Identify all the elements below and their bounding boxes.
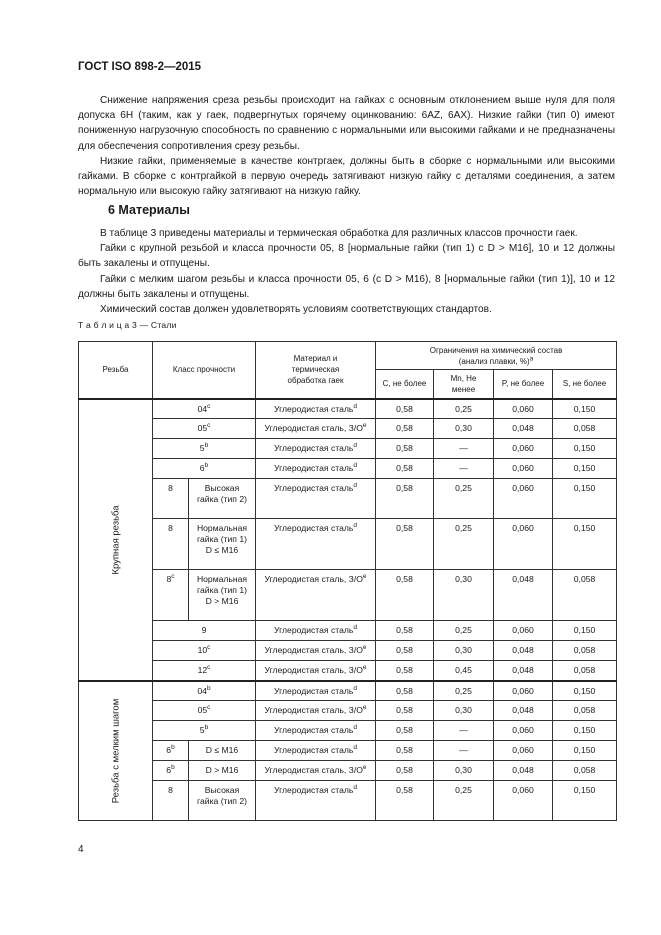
material-value: Углеродистая сталь, З/О [264,645,363,655]
footnote-marker: d [353,462,358,470]
paragraph: Снижение напряжения среза резьбы происходит на гайках с основным отклонением выше нуля для поля допуска 6H (таким, как у гаек, подвергнутых горячему оцинкованию: 6AZ, 6AX). Низкие гайки (тип 0) имеют пониженную нагрузочную способность по сравнению с нормальными или высокими гайками и не предназначены для обеспечения сопротивления срезу резьбы. [78,95,615,152]
s-value: 0,058 [553,419,617,439]
header-thread: Резьба [79,342,153,399]
paragraph: Гайки с крупной резьбой и класса прочности 05, 8 [нормальные гайки (тип 1) с D > M16], 10 и 12 должны быть закалены и отпущены. [78,243,615,270]
c-value: 0,58 [376,479,434,519]
material-cell [256,741,376,761]
footnote-marker: c [207,664,211,672]
footnote-marker: d [353,522,358,530]
paragraph: Гайки с мелким шагом резьбы и класса прочности 05, 6 (с D > M16), 8 [нормальные гайки (тип 1)], 10 и 12 должны быть закалены и отпущены. [78,273,615,300]
c-value: 0,58 [376,721,434,741]
header-class: Класс прочности [153,342,256,399]
c-value: 0,58 [376,661,434,681]
s-value: 0,058 [553,661,617,681]
material-value: Углеродистая сталь [274,483,354,493]
class-value: 05 [197,423,208,433]
material-value: Углеродистая сталь, З/О [264,423,363,433]
material-value: Углеродистая сталь [274,443,354,453]
header-material: Материал и термическая обработка гаек [256,342,376,399]
strength-class [153,701,256,721]
mn-value: 0,25 [434,621,494,641]
class-value: 5 [199,443,205,453]
c-value: 0,58 [376,621,434,641]
s-value: 0,058 [553,641,617,661]
nut-type: Нормальная гайка (тип 1) D ≤ M16 [189,519,256,570]
fine-thread-group [79,681,617,821]
mn-value: 0,25 [434,681,494,701]
material-cell [256,519,376,570]
footnote-marker: d [353,744,358,752]
table-row [79,661,617,681]
table-row [79,681,617,701]
p-value: 0,048 [494,419,553,439]
c-value: 0,58 [376,519,434,570]
paragraph: В таблице 3 приведены материалы и термическая обработка для различных классов прочности гаек. [100,228,578,239]
strength-class [153,570,189,621]
material-value: Углеродистая сталь [274,725,354,735]
nut-type: Высокая гайка (тип 2) [189,781,256,821]
material-value: Углеродистая сталь [274,403,354,414]
strength-class [153,781,189,821]
footnote-marker: b [204,724,209,732]
c-value: 0,58 [376,570,434,621]
table-row [79,479,617,519]
p-value: 0,060 [494,721,553,741]
section-title: 6 Материалы [108,203,190,217]
material-cell [256,701,376,721]
footnote-marker: e [362,422,367,430]
table-row [79,761,617,781]
material-cell [256,721,376,741]
p-value: 0,048 [494,661,553,681]
footnote-marker: c [207,704,211,712]
strength-class [153,419,256,439]
strength-class [153,399,256,419]
footnote-marker: e [362,573,367,581]
p-value: 0,060 [494,681,553,701]
s-value: 0,150 [553,621,617,641]
group-label-text: Резьба с мелким шагом [110,698,121,803]
table-row [79,701,617,721]
s-value: 0,150 [553,519,617,570]
s-value: 0,150 [553,741,617,761]
table-row [79,459,617,479]
s-value: 0,150 [553,459,617,479]
header-limits [376,342,617,370]
class-value: 6 [166,745,172,755]
mn-value: 0,30 [434,641,494,661]
strength-class [153,641,256,661]
nut-type: Нормальная гайка (тип 1) D > M16 [189,570,256,621]
thread-group-label [79,681,153,821]
header-mn: Mn, Не менее [434,370,494,399]
intro-text [78,93,615,199]
material-cell [256,459,376,479]
footnote-marker: b [204,462,209,470]
class-value: 10 [197,645,208,655]
footnote-marker: d [353,684,358,692]
material-value: Углеродистая сталь [274,785,354,795]
strength-class [153,479,189,519]
table-row [79,519,617,570]
strength-class [153,661,256,681]
table-row [79,741,617,761]
c-value: 0,58 [376,761,434,781]
p-value: 0,048 [494,701,553,721]
paragraph: Химический состав должен удовлетворять условиям соответствующих стандартов. [100,304,492,316]
mn-value: — [434,741,494,761]
nut-type: D > M16 [189,761,256,781]
s-value: 0,150 [553,681,617,701]
class-value: 12 [197,665,208,675]
footnote-marker: b [206,684,211,692]
material-cell [256,681,376,701]
c-value: 0,58 [376,399,434,419]
strength-class [153,721,256,741]
c-value: 0,58 [376,741,434,761]
class-value: 5 [199,725,205,735]
material-value: Углеродистая сталь [274,685,354,696]
p-value: 0,060 [494,741,553,761]
nut-type: D ≤ M16 [189,741,256,761]
p-value: 0,048 [494,641,553,661]
s-value: 0,150 [553,439,617,459]
class-value: 8 [168,785,173,795]
s-value: 0,058 [553,701,617,721]
p-value: 0,060 [494,459,553,479]
mn-value: — [434,721,494,741]
material-value: Углеродистая сталь, З/О [264,705,363,715]
footnote-marker: c [207,402,211,410]
table-row [79,570,617,621]
mn-value: 0,25 [434,479,494,519]
strength-class [153,681,256,701]
s-value: 0,150 [553,781,617,821]
s-value: 0,150 [553,479,617,519]
mn-value: 0,25 [434,399,494,419]
footnote-marker: d [353,482,358,490]
group-label-text: Крупная резьба [110,504,121,575]
class-value: 04 [197,403,208,414]
footnote-marker: e [362,764,367,772]
material-value: Углеродистая сталь, З/О [264,574,363,584]
mn-value: — [434,459,494,479]
material-value: Углеродистая сталь, З/О [264,765,363,775]
document-header: ГОСТ ISO 898-2—2015 [78,61,202,73]
mn-value: — [434,439,494,459]
p-value: 0,060 [494,479,553,519]
c-value: 0,58 [376,641,434,661]
mn-value: 0,30 [434,570,494,621]
coarse-thread-group [79,399,617,681]
table-caption: Т а б л и ц а 3 — Стали [78,320,177,330]
footnote-marker: e [362,644,367,652]
class-value: 8 [168,523,173,533]
class-value: 8 [166,574,172,584]
footnote-marker: d [353,784,358,792]
footnote-marker: d [353,402,358,410]
material-value: Углеродистая сталь [274,745,354,755]
material-cell [256,570,376,621]
s-value: 0,150 [553,721,617,741]
table-row [79,621,617,641]
class-value: 6 [199,463,205,473]
header-limits-text: Ограничения на химический состав (анализ плавки, %) [429,345,563,366]
c-value: 0,58 [376,439,434,459]
c-value: 0,58 [376,781,434,821]
material-cell [256,621,376,641]
nut-type: Высокая гайка (тип 2) [189,479,256,519]
strength-class [153,519,189,570]
mn-value: 0,30 [434,761,494,781]
steel-table [78,341,617,821]
footnote-marker: d [353,724,358,732]
table-row [79,419,617,439]
material-cell [256,399,376,419]
material-cell [256,661,376,681]
material-cell [256,439,376,459]
material-value: Углеродистая сталь [274,523,354,533]
mn-value: 0,25 [434,519,494,570]
material-value: Углеродистая сталь, З/О [264,665,363,675]
mn-value: 0,30 [434,701,494,721]
material-value: Углеродистая сталь [274,625,354,635]
thread-group-label [79,399,153,681]
s-value: 0,150 [553,399,617,419]
table-row [79,399,617,419]
footnote-marker: c [207,644,211,652]
c-value: 0,58 [376,681,434,701]
material-cell [256,761,376,781]
footnote-marker: b [171,764,175,772]
footnote-marker: d [353,442,358,450]
header-c: C, не более [376,370,434,399]
table-row [79,721,617,741]
footnote-marker: c [171,573,175,581]
c-value: 0,58 [376,419,434,439]
class-value: 9 [201,625,207,635]
section-text [78,226,615,317]
footnote-marker: e [362,704,367,712]
footnote-marker: b [204,442,209,450]
s-value: 0,058 [553,761,617,781]
mn-value: 0,25 [434,781,494,821]
footnote-marker: e [362,664,367,672]
strength-class [153,621,256,641]
p-value: 0,060 [494,399,553,419]
material-cell [256,419,376,439]
header-s: S, не более [553,370,617,399]
mn-value: 0,45 [434,661,494,681]
footnote-marker: а [529,354,534,362]
strength-class [153,439,256,459]
p-value: 0,060 [494,439,553,459]
footnote-marker: b [171,744,175,752]
class-value: 6 [166,765,172,775]
material-cell [256,641,376,661]
c-value: 0,58 [376,459,434,479]
page-number: 4 [78,844,84,855]
material-value: Углеродистая сталь [274,463,354,473]
class-value: 04 [197,685,207,696]
class-value: 05 [197,705,208,715]
footnote-marker: d [353,624,358,632]
s-value: 0,058 [553,570,617,621]
c-value: 0,58 [376,701,434,721]
footnote-marker: c [207,422,211,430]
table-row [79,439,617,459]
mn-value: 0,30 [434,419,494,439]
strength-class [153,459,256,479]
table-row [79,781,617,821]
p-value: 0,048 [494,761,553,781]
header-p: P, не более [494,370,553,399]
strength-class [153,761,189,781]
class-value: 8 [168,483,173,493]
material-cell [256,781,376,821]
material-cell [256,479,376,519]
paragraph: Низкие гайки, применяемые в качестве контргаек, должны быть в сборке с нормальными или высокими гайками. В сборке с контргайкой в первую очередь затягивают низкую гайку с деталями соединения, а затем нормальную или высокую гайку затягивают на низкую гайку. [78,155,615,198]
p-value: 0,060 [494,519,553,570]
strength-class [153,741,189,761]
p-value: 0,048 [494,570,553,621]
p-value: 0,060 [494,781,553,821]
p-value: 0,060 [494,621,553,641]
table-row [79,641,617,661]
